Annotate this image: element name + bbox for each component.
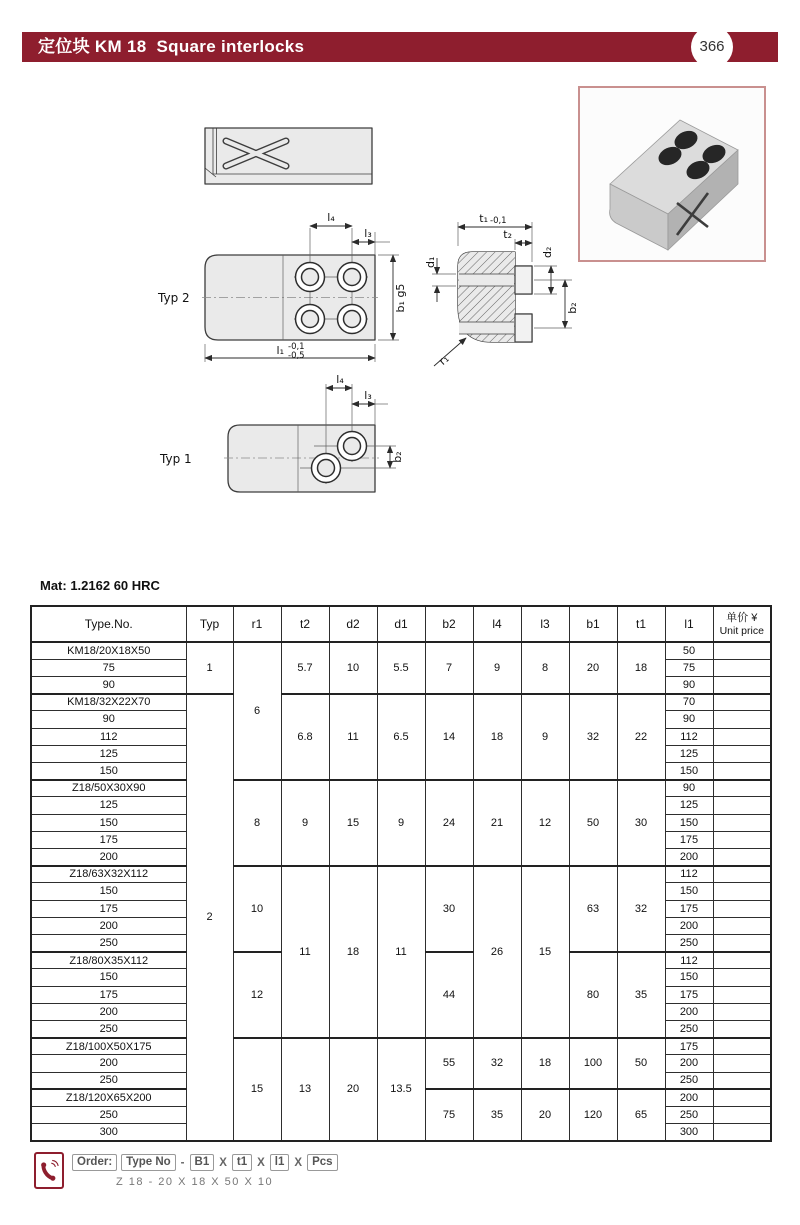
table-cell: 20 bbox=[521, 1089, 569, 1141]
order-b1: B1 bbox=[190, 1154, 215, 1171]
table-cell: 26 bbox=[473, 866, 521, 1038]
table-cell bbox=[713, 969, 771, 986]
table-cell: 13.5 bbox=[377, 1038, 425, 1141]
col-r1: r1 bbox=[233, 606, 281, 642]
col-t1: t1 bbox=[617, 606, 665, 642]
table-cell: 75 bbox=[31, 659, 186, 676]
table-cell: 250 bbox=[665, 1072, 713, 1089]
table-cell bbox=[713, 831, 771, 848]
typ1-label: Typ 1 bbox=[160, 452, 192, 466]
order-t1: t1 bbox=[232, 1154, 252, 1171]
table-cell: 15 bbox=[329, 780, 377, 866]
table-cell: 9 bbox=[281, 780, 329, 866]
table-cell: 150 bbox=[31, 762, 186, 779]
spec-table-body bbox=[31, 642, 771, 1141]
table-cell: 6.8 bbox=[281, 694, 329, 780]
table-cell: 50 bbox=[617, 1038, 665, 1090]
table-cell: 65 bbox=[617, 1089, 665, 1141]
table-cell: 175 bbox=[665, 1038, 713, 1055]
table-cell: 125 bbox=[665, 797, 713, 814]
col-l4: l4 bbox=[473, 606, 521, 642]
table-cell bbox=[713, 848, 771, 865]
spec-table bbox=[30, 605, 772, 1142]
order-label: Order: bbox=[72, 1154, 117, 1171]
dim-l4-label: l₄ bbox=[327, 211, 335, 224]
table-cell bbox=[713, 797, 771, 814]
side-elevation-view bbox=[205, 128, 372, 184]
technical-drawings bbox=[0, 0, 600, 545]
dim-r1-label: r₁ bbox=[436, 352, 452, 368]
table-cell: 14 bbox=[425, 694, 473, 780]
col-d2: d2 bbox=[329, 606, 377, 642]
table-cell: 20 bbox=[569, 642, 617, 694]
col-b1: b1 bbox=[569, 606, 617, 642]
order-format-row bbox=[72, 1154, 338, 1171]
dim-b1-label: b₁ g5 bbox=[394, 283, 407, 313]
table-cell bbox=[713, 642, 771, 659]
table-cell: 300 bbox=[665, 1124, 713, 1141]
table-cell: 32 bbox=[617, 866, 665, 952]
table-cell bbox=[713, 1020, 771, 1037]
col-unit-price bbox=[713, 606, 771, 642]
table-cell: 30 bbox=[617, 780, 665, 866]
table-cell: 150 bbox=[665, 969, 713, 986]
table-cell: 80 bbox=[569, 952, 617, 1038]
table-cell: 5.5 bbox=[377, 642, 425, 694]
table-cell: 35 bbox=[473, 1089, 521, 1141]
table-cell bbox=[713, 711, 771, 728]
table-cell: 63 bbox=[569, 866, 617, 952]
table-cell: 15 bbox=[521, 866, 569, 1038]
table-cell: 112 bbox=[665, 952, 713, 969]
dim-b2-label: b₂ bbox=[566, 302, 579, 314]
unit-price-zh: 单价 ¥ bbox=[726, 611, 758, 624]
order-sep-x1: X bbox=[219, 1156, 227, 1169]
table-cell: 100 bbox=[569, 1038, 617, 1090]
table-cell: 22 bbox=[617, 694, 665, 780]
table-cell: 32 bbox=[569, 694, 617, 780]
col-d1: d1 bbox=[377, 606, 425, 642]
col-type-no: Type.No. bbox=[31, 606, 186, 642]
table-cell bbox=[713, 814, 771, 831]
phone-icon bbox=[34, 1152, 64, 1189]
table-cell bbox=[713, 934, 771, 951]
table-cell bbox=[713, 1124, 771, 1141]
table-cell: 120 bbox=[569, 1089, 617, 1141]
typ1-plan-view bbox=[159, 373, 404, 492]
col-l1: l1 bbox=[665, 606, 713, 642]
table-cell bbox=[713, 866, 771, 883]
table-cell: 8 bbox=[521, 642, 569, 694]
table-cell: 175 bbox=[31, 831, 186, 848]
table-cell: 150 bbox=[31, 814, 186, 831]
dim-t1-tol: -0,1 bbox=[490, 216, 507, 226]
table-cell: 300 bbox=[31, 1124, 186, 1141]
table-cell: Z18/80X35X112 bbox=[31, 952, 186, 969]
order-type-no: Type No bbox=[121, 1154, 176, 1171]
table-cell: 200 bbox=[665, 848, 713, 865]
table-cell: 112 bbox=[665, 866, 713, 883]
table-cell: Z18/63X32X112 bbox=[31, 866, 186, 883]
table-cell: 12 bbox=[521, 780, 569, 866]
table-cell bbox=[713, 694, 771, 711]
table-cell: 175 bbox=[31, 986, 186, 1003]
table-cell: 10 bbox=[329, 642, 377, 694]
table-cell: 200 bbox=[31, 1055, 186, 1072]
section-view bbox=[424, 212, 579, 368]
typ2-plan-view bbox=[157, 211, 407, 362]
col-typ: Typ bbox=[186, 606, 233, 642]
table-row bbox=[31, 642, 771, 659]
table-cell: 18 bbox=[617, 642, 665, 694]
table-cell: 15 bbox=[233, 1038, 281, 1141]
typ2-label: Typ 2 bbox=[158, 291, 190, 305]
table-cell: 18 bbox=[473, 694, 521, 780]
table-cell bbox=[713, 1072, 771, 1089]
table-cell: 200 bbox=[665, 1055, 713, 1072]
table-cell: 90 bbox=[665, 711, 713, 728]
table-cell: 250 bbox=[31, 1106, 186, 1123]
table-cell bbox=[713, 1106, 771, 1123]
table-cell: 175 bbox=[665, 986, 713, 1003]
table-row bbox=[31, 694, 771, 711]
table-row bbox=[31, 780, 771, 797]
table-cell bbox=[713, 917, 771, 934]
dim-l1-tol-upper: -0,1 bbox=[288, 342, 305, 352]
dim-d1-label: d₁ bbox=[424, 256, 437, 268]
table-cell: 11 bbox=[281, 866, 329, 1038]
table-cell: 44 bbox=[425, 952, 473, 1038]
table-cell: 8 bbox=[233, 780, 281, 866]
table-cell: 250 bbox=[31, 1072, 186, 1089]
table-cell: 6 bbox=[233, 642, 281, 780]
table-cell bbox=[713, 762, 771, 779]
order-sep-x2: X bbox=[257, 1156, 265, 1169]
table-row bbox=[31, 866, 771, 883]
table-cell: 20 bbox=[329, 1038, 377, 1141]
material-note: Mat: 1.2162 60 HRC bbox=[40, 578, 160, 593]
table-cell bbox=[713, 1003, 771, 1020]
table-cell: 200 bbox=[31, 917, 186, 934]
table-cell: Z18/50X30X90 bbox=[31, 780, 186, 797]
table-cell: 5.7 bbox=[281, 642, 329, 694]
order-l1: l1 bbox=[270, 1154, 290, 1171]
table-cell: 200 bbox=[665, 1003, 713, 1020]
table-row bbox=[31, 1038, 771, 1055]
table-cell: Z18/120X65X200 bbox=[31, 1089, 186, 1106]
table-cell: 200 bbox=[31, 848, 186, 865]
table-cell: 150 bbox=[665, 762, 713, 779]
dim-t1-label: t₁ bbox=[479, 212, 488, 225]
table-cell: 112 bbox=[31, 728, 186, 745]
table-cell: 75 bbox=[665, 659, 713, 676]
table-cell: 11 bbox=[377, 866, 425, 1038]
table-cell: 11 bbox=[329, 694, 377, 780]
table-cell bbox=[713, 1055, 771, 1072]
table-cell: 125 bbox=[31, 797, 186, 814]
table-cell: 9 bbox=[473, 642, 521, 694]
table-cell: 30 bbox=[425, 866, 473, 952]
dim-d2-label: d₂ bbox=[541, 246, 554, 258]
table-cell: 18 bbox=[329, 866, 377, 1038]
table-cell: 200 bbox=[31, 1003, 186, 1020]
table-cell: 90 bbox=[665, 780, 713, 797]
table-cell: 18 bbox=[521, 1038, 569, 1090]
table-cell bbox=[713, 728, 771, 745]
table-cell: 90 bbox=[665, 676, 713, 693]
dim-b2-label: b₂ bbox=[391, 451, 404, 463]
table-cell: 150 bbox=[31, 883, 186, 900]
page-number-badge bbox=[691, 26, 733, 68]
table-cell: 9 bbox=[521, 694, 569, 780]
table-cell bbox=[713, 1038, 771, 1055]
table-cell: 2 bbox=[186, 694, 233, 1141]
table-cell: 75 bbox=[425, 1089, 473, 1141]
table-cell: 1 bbox=[186, 642, 233, 694]
table-cell: 250 bbox=[31, 1020, 186, 1037]
product-photo-frame bbox=[578, 86, 766, 262]
page-title: 定位块 KM 18 Square interlocks bbox=[38, 37, 305, 56]
table-cell: 175 bbox=[665, 900, 713, 917]
table-cell: 175 bbox=[665, 831, 713, 848]
table-cell: 175 bbox=[31, 900, 186, 917]
table-cell: 55 bbox=[425, 1038, 473, 1090]
table-cell bbox=[713, 900, 771, 917]
table-cell: 250 bbox=[665, 1020, 713, 1037]
dim-l3-label: l₃ bbox=[364, 389, 372, 402]
order-sep-dash: - bbox=[180, 1156, 185, 1169]
dim-l1-tol-lower: -0,5 bbox=[288, 351, 305, 361]
table-cell: 200 bbox=[665, 917, 713, 934]
col-t2: t2 bbox=[281, 606, 329, 642]
table-cell: 112 bbox=[665, 728, 713, 745]
table-cell: 150 bbox=[665, 883, 713, 900]
table-cell bbox=[713, 1089, 771, 1106]
table-cell: 24 bbox=[425, 780, 473, 866]
table-cell bbox=[713, 780, 771, 797]
col-l3: l3 bbox=[521, 606, 569, 642]
table-cell: 125 bbox=[31, 745, 186, 762]
table-cell: 200 bbox=[665, 1089, 713, 1106]
dim-l3-label: l₃ bbox=[364, 227, 372, 240]
table-cell: 125 bbox=[665, 745, 713, 762]
table-cell: 21 bbox=[473, 780, 521, 866]
order-sep-x3: X bbox=[294, 1156, 303, 1169]
unit-price-en: Unit price bbox=[719, 624, 764, 637]
table-cell: 70 bbox=[665, 694, 713, 711]
table-cell: KM18/20X18X50 bbox=[31, 642, 186, 659]
table-cell bbox=[713, 745, 771, 762]
order-pcs: Pcs bbox=[307, 1154, 337, 1171]
table-cell: 12 bbox=[233, 952, 281, 1038]
table-cell: 150 bbox=[665, 814, 713, 831]
dim-l4-label: l₄ bbox=[336, 373, 344, 386]
table-cell: 150 bbox=[31, 969, 186, 986]
table-cell: Z18/100X50X175 bbox=[31, 1038, 186, 1055]
table-cell: 35 bbox=[617, 952, 665, 1038]
table-cell bbox=[713, 676, 771, 693]
page-number: 366 bbox=[699, 38, 725, 55]
table-cell: 250 bbox=[665, 934, 713, 951]
table-cell: 13 bbox=[281, 1038, 329, 1141]
table-cell bbox=[713, 659, 771, 676]
dim-l1-label: l₁ bbox=[276, 344, 284, 357]
table-cell: 9 bbox=[377, 780, 425, 866]
table-cell: 250 bbox=[31, 934, 186, 951]
table-cell: 6.5 bbox=[377, 694, 425, 780]
table-cell: 50 bbox=[569, 780, 617, 866]
table-cell: 32 bbox=[473, 1038, 521, 1090]
col-b2: b2 bbox=[425, 606, 473, 642]
order-example: Z 18 - 20 X 18 X 50 X 10 bbox=[116, 1176, 274, 1188]
table-cell: 90 bbox=[31, 676, 186, 693]
table-cell bbox=[713, 883, 771, 900]
table-cell: 50 bbox=[665, 642, 713, 659]
table-cell: 7 bbox=[425, 642, 473, 694]
table-cell: 90 bbox=[31, 711, 186, 728]
table-header-row bbox=[31, 606, 771, 642]
table-cell bbox=[713, 986, 771, 1003]
table-cell: 250 bbox=[665, 1106, 713, 1123]
table-cell: KM18/32X22X70 bbox=[31, 694, 186, 711]
table-cell: 10 bbox=[233, 866, 281, 952]
table-cell bbox=[713, 952, 771, 969]
dim-t2-label: t₂ bbox=[503, 228, 512, 241]
product-photo bbox=[580, 88, 764, 260]
